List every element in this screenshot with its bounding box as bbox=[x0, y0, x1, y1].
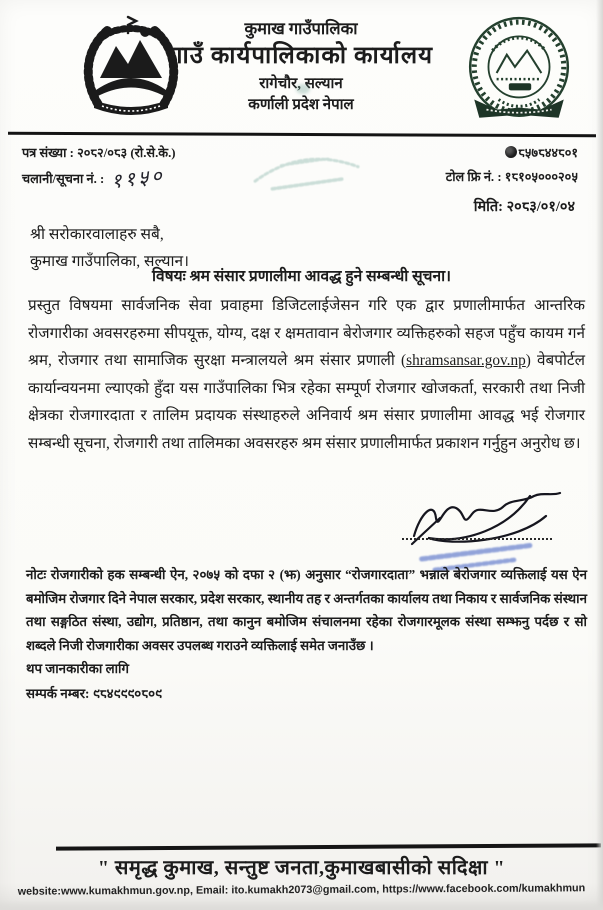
tollfree-line: टोल फ्रि नं. : १८१०५०००२०५ bbox=[445, 170, 578, 184]
municipality-name: कुमाख गाउँपालिका bbox=[244, 19, 358, 38]
body-text-1: प्रस्तुत विषयमा सार्वजनिक सेवा प्रवाहमा डिजिटलाईजेसन गरि एक द्वार प्रणालीमार्फत आन्तरिक रोजगारीका अवसरहरुमा सीपयूक्त, योग्य, दक्ष र क्षमतावान बेरोजगार व्यक्तिहरुको सहज पहुँच कायम गर्न श्रम, रोजगार तथा सामाजिक सुरक्षा मन्त्रालयले श्रम संसार प्रणाली ( bbox=[28, 297, 585, 370]
letter-number-value: २०८२/०८३ (रो.से.के.) bbox=[77, 146, 176, 160]
ink-smudge bbox=[296, 84, 310, 94]
header-divider bbox=[8, 132, 596, 138]
subject-line: विषयः श्रम संसार प्रणालीमा आवद्ध हुने सम्बन्धी सूचना। bbox=[152, 268, 451, 285]
addressee-line1: श्री सरोकारवालाहरु सबै, bbox=[30, 226, 164, 243]
letter-number-line: पत्र संख्या : २०८२/०८३ (रो.से.के.) bbox=[22, 146, 176, 160]
letterhead bbox=[150, 20, 452, 115]
date-value: २०८३/०१/०४ bbox=[506, 199, 575, 215]
office-address: रागेचौर, सल्यान bbox=[259, 75, 343, 92]
phone-line bbox=[446, 141, 578, 165]
tollfree-number: १८१०५०००२०५ bbox=[504, 170, 578, 184]
body-text-2: ) वेबपोर्टल कार्यान्वयनमा ल्याएको हुँदा यस गाउँपालिका भित्र रहेका सम्पूर्ण रोजगार खोजकर्ता, सरकारी तथा निजी क्षेत्रका रोजगारदाता र तालिम प्रदायक संस्थाहरुले अनिवार्य श्रम संसार प्रणालीमा आवद्ध भई रोजगार सम्बन्धी सूचना, रोजगारी तथा तालिमका अवसरहरु श्रम संसार प्रणालीमार्फत प्रकाशन गर्नुहुन अनुरोध छ। bbox=[28, 352, 586, 452]
contact-block bbox=[26, 656, 162, 706]
scan-shadow-bottom bbox=[0, 900, 603, 910]
office-name: गाउँ कार्यपालिकाको कार्यालय bbox=[168, 42, 434, 69]
chalani-handwritten-number: ११५० bbox=[109, 164, 166, 194]
faded-stamp-residue bbox=[242, 132, 369, 208]
phone-number: ८५७८४४८०१ bbox=[518, 146, 578, 160]
contact-number: ९८४९९९०८०९ bbox=[92, 686, 162, 701]
note-paragraph: नोटः रोजगारीको हक सम्बन्धी ऐन, २०७५ को दफा २ (झ) अनुसार “रोजगारदाता” भन्नाले बेरोजगार व्यक्तिलाई यस ऐन बमोजिम रोजगार दिने नेपाल सरकार, प्रदेश सरकार, स्थानीय तह र अन्तर्गतका कार्यालय तथा निकाय र सार्वजनिक संस्थान तथा सङ्गठित संस्था, उद्योग, प्रतिष्ठान, तथा कानुन बमोजिम संचालनमा रहेका रोजगारमूलक संस्था सम्झनु पर्दछ र सो शब्दले निजी रोजगारीका अवसर उपलब्ध गराउने व्यक्तिलाई समेत जनाउँछ । bbox=[26, 567, 587, 653]
footer-contact-line: website:www.kumakhmun.gov.np, Email: ito.kumakh2073@gmail.com, https://www.facebook.com/kumakhmun bbox=[17, 882, 586, 898]
letter-body bbox=[28, 292, 585, 458]
addressee-line2: कुमाख गाउँपालिका, सल्यान। bbox=[30, 253, 190, 270]
scan-shadow-right bbox=[596, 0, 603, 910]
more-info-line: थप जानकारीका लागि bbox=[26, 661, 129, 676]
municipal-seal-icon bbox=[462, 14, 576, 130]
contact-number-line: सम्पर्क नम्बर: ९८४९९९०८०९ bbox=[26, 686, 162, 701]
phone-icon bbox=[505, 146, 517, 158]
shramsansar-portal-link: shramsansar.gov.np bbox=[406, 352, 526, 370]
letter-date: मिति: २०८३/०१/०४ bbox=[473, 199, 575, 215]
chalani-line: चलानी/सूचना नं. : ११५० bbox=[22, 164, 166, 194]
municipal-slogan: " समृद्ध कुमाख, सन्तुष्ट जनता,कुमाखबासीको सदिक्षा " bbox=[97, 857, 506, 879]
footer-divider bbox=[56, 843, 601, 850]
province-line: कर्णाली प्रदेश नेपाल bbox=[248, 96, 354, 113]
